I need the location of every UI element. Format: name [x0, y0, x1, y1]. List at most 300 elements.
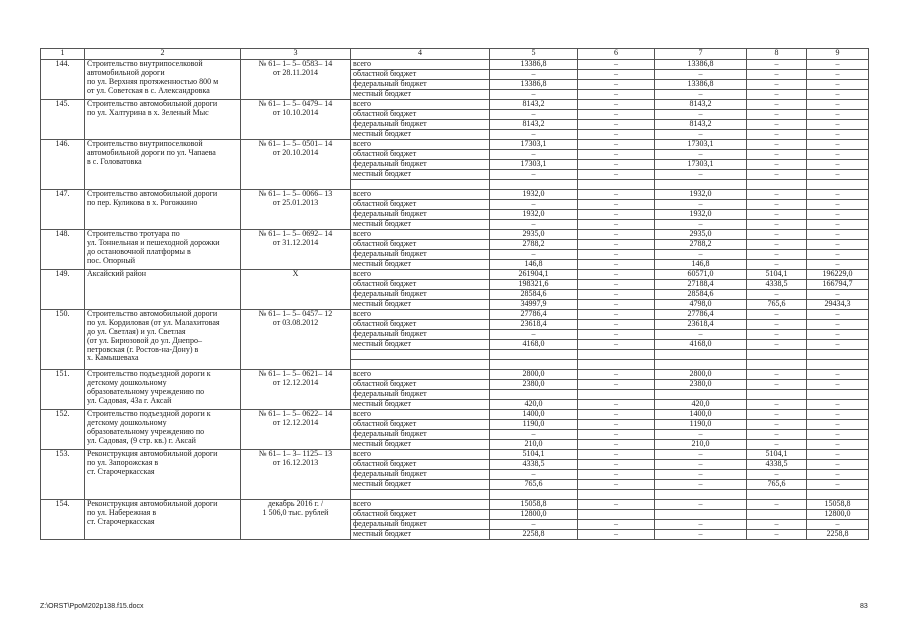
funding-source: областной бюджет	[351, 200, 490, 210]
amount-cell: 1932,0	[655, 210, 747, 220]
amount-cell	[578, 390, 655, 400]
permit-document-line: № 61– 1– 5– 0622– 14	[258, 409, 333, 418]
amount-cell: –	[578, 230, 655, 240]
funding-source: местный бюджет	[351, 340, 490, 350]
object-name-line: Реконструкция автомобильной дороги	[87, 449, 218, 458]
amount-cell: 210,0	[490, 440, 578, 450]
permit-document-line: № 61– 1– 5– 0621– 14	[258, 369, 333, 378]
funding-source: местный бюджет	[351, 90, 490, 100]
object-name-line: Строительство внутрипоселковой	[87, 59, 203, 68]
amount-cell: 8143,2	[490, 100, 578, 110]
amount-cell: –	[578, 190, 655, 200]
amount-cell: –	[655, 70, 747, 80]
amount-cell	[490, 180, 578, 190]
amount-cell: –	[490, 200, 578, 210]
column-header: 7	[655, 49, 747, 60]
entry-number: 154.	[41, 500, 85, 540]
amount-cell: –	[655, 150, 747, 160]
amount-cell: –	[578, 140, 655, 150]
amount-cell: 765,6	[490, 480, 578, 490]
amount-cell: –	[578, 70, 655, 80]
amount-cell: –	[578, 60, 655, 70]
amount-cell: –	[807, 210, 869, 220]
amount-cell	[807, 360, 869, 370]
funding-source: областной бюджет	[351, 280, 490, 290]
amount-cell: –	[807, 380, 869, 390]
amount-cell: –	[747, 100, 807, 110]
amount-cell: 29434,3	[807, 300, 869, 310]
object-name	[85, 410, 241, 450]
permit-document-line: от 12.12.2014	[272, 417, 319, 427]
table-row	[41, 140, 869, 150]
object-name	[85, 100, 241, 140]
funding-source: всего	[351, 190, 490, 200]
amount-cell: 2800,0	[655, 370, 747, 380]
amount-cell: –	[747, 410, 807, 420]
amount-cell: 2788,2	[655, 240, 747, 250]
amount-cell	[655, 490, 747, 500]
amount-cell: –	[747, 160, 807, 170]
object-name-line: по ул. Кордиловая (от ул. Малахитовая	[87, 317, 220, 327]
amount-cell	[655, 390, 747, 400]
entry-number: 149.	[41, 270, 85, 310]
object-name-line: детскому дошкольному	[87, 417, 167, 427]
amount-cell: –	[807, 150, 869, 160]
amount-cell	[578, 180, 655, 190]
amount-cell: 2788,2	[490, 240, 578, 250]
permit-document-line: от 12.12.2014	[272, 377, 319, 387]
column-header: 6	[578, 49, 655, 60]
object-name-line: (от ул. Бирюзовой до ул. Днепро–	[87, 335, 202, 345]
permit-document	[241, 500, 351, 540]
amount-cell: 765,6	[747, 480, 807, 490]
object-name-line: Строительство тротуара по	[87, 229, 180, 238]
amount-cell: –	[807, 60, 869, 70]
table-row	[41, 270, 869, 280]
object-name-line: х. Камышеваха	[87, 353, 139, 363]
amount-cell: –	[747, 330, 807, 340]
amount-cell	[807, 350, 869, 360]
amount-cell: 27786,4	[655, 310, 747, 320]
amount-cell	[807, 490, 869, 500]
amount-cell: –	[578, 170, 655, 180]
permit-document-line: № 61– 1– 5– 0479– 14	[258, 99, 333, 108]
amount-cell: –	[490, 520, 578, 530]
amount-cell: 13386,8	[655, 80, 747, 90]
object-name-line: по ул. Халтурина в х. Зеленый Мыс	[87, 107, 209, 117]
object-name-line: до остановочной платформы в	[87, 246, 191, 256]
amount-cell: –	[578, 470, 655, 480]
amount-cell: –	[490, 430, 578, 440]
amount-cell: –	[747, 240, 807, 250]
amount-cell: –	[747, 400, 807, 410]
amount-cell: –	[655, 500, 747, 510]
object-name	[85, 60, 241, 100]
amount-cell: –	[807, 190, 869, 200]
amount-cell	[490, 490, 578, 500]
amount-cell: –	[578, 270, 655, 280]
funding-source: всего	[351, 230, 490, 240]
amount-cell: –	[807, 450, 869, 460]
funding-source: федеральный бюджет	[351, 80, 490, 90]
amount-cell: 5104,1	[747, 450, 807, 460]
entry-number: 151.	[41, 370, 85, 410]
footer-page-number: 83	[860, 603, 868, 610]
funding-source: федеральный бюджет	[351, 470, 490, 480]
amount-cell: –	[747, 170, 807, 180]
object-name-line: Строительство автомобильной дороги	[87, 189, 218, 198]
entry-number: 148.	[41, 230, 85, 270]
entry-number: 144.	[41, 60, 85, 100]
amount-cell: –	[807, 340, 869, 350]
amount-cell: 4338,5	[747, 460, 807, 470]
amount-cell: –	[807, 410, 869, 420]
amount-cell: –	[578, 280, 655, 290]
amount-cell: –	[578, 450, 655, 460]
amount-cell: 4168,0	[655, 340, 747, 350]
funding-source	[351, 490, 490, 500]
amount-cell: –	[578, 380, 655, 390]
permit-document-line: от 28.11.2014	[272, 67, 319, 77]
amount-cell: –	[578, 250, 655, 260]
amount-cell	[747, 350, 807, 360]
amount-cell	[747, 390, 807, 400]
funding-source: областной бюджет	[351, 460, 490, 470]
amount-cell: –	[655, 470, 747, 480]
amount-cell: –	[490, 330, 578, 340]
permit-document-line: X	[292, 269, 299, 278]
amount-cell: 4338,5	[747, 280, 807, 290]
amount-cell: –	[747, 220, 807, 230]
amount-cell: –	[578, 430, 655, 440]
amount-cell: –	[807, 130, 869, 140]
amount-cell: –	[807, 70, 869, 80]
amount-cell: –	[578, 410, 655, 420]
amount-cell: 196229,0	[807, 270, 869, 280]
permit-document	[241, 370, 351, 410]
amount-cell	[578, 350, 655, 360]
object-name-line: ст. Старочеркасская	[87, 516, 155, 526]
amount-cell: –	[655, 90, 747, 100]
amount-cell: 12800,0	[807, 510, 869, 520]
amount-cell: –	[578, 90, 655, 100]
amount-cell: –	[655, 250, 747, 260]
amount-cell: –	[578, 80, 655, 90]
amount-cell: –	[578, 530, 655, 540]
amount-cell: –	[807, 240, 869, 250]
amount-cell	[655, 360, 747, 370]
funding-source: областной бюджет	[351, 70, 490, 80]
funding-source: областной бюджет	[351, 110, 490, 120]
funding-source: местный бюджет	[351, 440, 490, 450]
amount-cell: –	[655, 480, 747, 490]
amount-cell: –	[747, 200, 807, 210]
amount-cell: 17303,1	[655, 140, 747, 150]
funding-source: местный бюджет	[351, 260, 490, 270]
amount-cell	[655, 180, 747, 190]
amount-cell: –	[807, 310, 869, 320]
amount-cell: –	[578, 100, 655, 110]
amount-cell: –	[807, 100, 869, 110]
funding-source: федеральный бюджет	[351, 210, 490, 220]
object-name-line: ул. Тоннельная и пешеходной дорожки	[87, 237, 220, 247]
amount-cell: 2380,0	[490, 380, 578, 390]
amount-cell: 27188,4	[655, 280, 747, 290]
column-header: 1	[41, 49, 85, 60]
amount-cell: –	[807, 520, 869, 530]
amount-cell: 146,8	[490, 260, 578, 270]
amount-cell: –	[747, 90, 807, 100]
funding-source: областной бюджет	[351, 150, 490, 160]
funding-source: местный бюджет	[351, 480, 490, 490]
object-name-line: Строительство внутрипоселковой	[87, 139, 203, 148]
amount-cell: 1400,0	[490, 410, 578, 420]
amount-cell: –	[578, 480, 655, 490]
amount-cell: –	[578, 440, 655, 450]
amount-cell: –	[807, 220, 869, 230]
permit-document	[241, 310, 351, 370]
amount-cell: 17303,1	[490, 160, 578, 170]
amount-cell	[807, 180, 869, 190]
amount-cell: –	[578, 290, 655, 300]
object-name-line: Строительство автомобильной дороги	[87, 99, 218, 108]
funding-source: областной бюджет	[351, 380, 490, 390]
amount-cell: –	[807, 80, 869, 90]
amount-cell: –	[747, 230, 807, 240]
funding-source: местный бюджет	[351, 130, 490, 140]
amount-cell: –	[747, 290, 807, 300]
permit-document-line: от 03.08.2012	[272, 317, 319, 327]
funding-source: федеральный бюджет	[351, 390, 490, 400]
amount-cell: 2258,8	[490, 530, 578, 540]
object-name-line: Строительство автомобильной дороги	[87, 309, 218, 318]
permit-document	[241, 230, 351, 270]
funding-source: местный бюджет	[351, 530, 490, 540]
object-name	[85, 500, 241, 540]
amount-cell: –	[747, 370, 807, 380]
funding-source: местный бюджет	[351, 220, 490, 230]
amount-cell: –	[747, 250, 807, 260]
amount-cell	[747, 360, 807, 370]
amount-cell: –	[747, 120, 807, 130]
amount-cell: 5104,1	[490, 450, 578, 460]
column-header: 3	[241, 49, 351, 60]
permit-document	[241, 100, 351, 140]
amount-cell: 420,0	[490, 400, 578, 410]
permit-document-line: 1 506,0 тыс. рублей	[262, 507, 329, 517]
permit-document-line: № 61– 1– 5– 0583– 14	[258, 59, 333, 68]
funding-source: федеральный бюджет	[351, 330, 490, 340]
amount-cell: –	[578, 200, 655, 210]
object-name	[85, 450, 241, 500]
amount-cell: 5104,1	[747, 270, 807, 280]
permit-document-line: № 61– 1– 5– 0501– 14	[258, 139, 333, 148]
funding-source	[351, 360, 490, 370]
funding-source: областной бюджет	[351, 240, 490, 250]
amount-cell: –	[807, 440, 869, 450]
entry-number: 145.	[41, 100, 85, 140]
amount-cell: –	[807, 470, 869, 480]
amount-cell: –	[807, 160, 869, 170]
amount-cell: –	[807, 120, 869, 130]
amount-cell: 13386,8	[490, 60, 578, 70]
footer-file-path: Z:\ORST\PpoM202p138.f15.docx	[40, 603, 144, 610]
amount-cell: 15058,8	[807, 500, 869, 510]
object-name-line: от ул. Советская в с. Александровка	[87, 85, 210, 95]
amount-cell: 261904,1	[490, 270, 578, 280]
amount-cell: –	[578, 500, 655, 510]
table-row	[41, 370, 869, 380]
amount-cell: –	[807, 370, 869, 380]
amount-cell: –	[807, 290, 869, 300]
permit-document-line: от 10.10.2014	[272, 107, 319, 117]
amount-cell: –	[747, 430, 807, 440]
amount-cell: –	[747, 340, 807, 350]
amount-cell: –	[578, 110, 655, 120]
amount-cell: 13386,8	[655, 60, 747, 70]
amount-cell: –	[747, 140, 807, 150]
object-name-line: по пер. Куликова в х. Рогожкино	[87, 197, 198, 207]
entry-number: 152.	[41, 410, 85, 450]
amount-cell: –	[747, 190, 807, 200]
amount-cell: –	[807, 400, 869, 410]
amount-cell: –	[490, 90, 578, 100]
object-name-line: образовательному учреждению по	[87, 426, 205, 436]
amount-cell: –	[578, 400, 655, 410]
object-name-line: Строительство подъездной дороги к	[87, 369, 211, 378]
amount-cell: –	[747, 310, 807, 320]
table-header-row	[41, 49, 869, 60]
object-name	[85, 370, 241, 410]
entry-number: 146.	[41, 140, 85, 190]
amount-cell: –	[655, 130, 747, 140]
amount-cell: –	[655, 220, 747, 230]
object-name-line: Аксайский район	[87, 269, 147, 278]
amount-cell: 420,0	[655, 400, 747, 410]
funding-source: всего	[351, 370, 490, 380]
object-name-line: автомобильной дороги по ул. Чапаева	[87, 147, 216, 157]
amount-cell	[578, 510, 655, 520]
permit-document-line: от 20.10.2014	[272, 147, 319, 157]
amount-cell: –	[655, 520, 747, 530]
permit-document	[241, 190, 351, 230]
amount-cell	[747, 180, 807, 190]
amount-cell: –	[578, 130, 655, 140]
permit-document-line: № 61– 1– 5– 0692– 14	[258, 229, 333, 238]
object-name-line: в с. Головатовка	[87, 156, 142, 166]
amount-cell: 1190,0	[655, 420, 747, 430]
amount-cell: 765,6	[747, 300, 807, 310]
amount-cell: 198321,6	[490, 280, 578, 290]
amount-cell: –	[490, 110, 578, 120]
amount-cell: –	[747, 260, 807, 270]
amount-cell: –	[655, 110, 747, 120]
amount-cell: 1400,0	[655, 410, 747, 420]
amount-cell: –	[807, 200, 869, 210]
column-header: 4	[351, 49, 490, 60]
amount-cell: 146,8	[655, 260, 747, 270]
amount-cell: –	[747, 470, 807, 480]
object-name-line: по ул. Верхняя протяженностью 800 м	[87, 76, 219, 86]
funding-source: местный бюджет	[351, 170, 490, 180]
table-row	[41, 410, 869, 420]
funding-source	[351, 350, 490, 360]
funding-source: федеральный бюджет	[351, 120, 490, 130]
amount-cell: –	[807, 90, 869, 100]
amount-cell: –	[578, 340, 655, 350]
amount-cell: –	[807, 110, 869, 120]
funding-source: всего	[351, 140, 490, 150]
amount-cell	[490, 360, 578, 370]
amount-cell: 17303,1	[490, 140, 578, 150]
permit-document	[241, 60, 351, 100]
entry-number: 153.	[41, 450, 85, 500]
amount-cell: –	[490, 130, 578, 140]
amount-cell: 1932,0	[490, 190, 578, 200]
funding-source: федеральный бюджет	[351, 250, 490, 260]
amount-cell: –	[807, 320, 869, 330]
funding-source: всего	[351, 100, 490, 110]
amount-cell: –	[747, 110, 807, 120]
amount-cell: –	[807, 460, 869, 470]
permit-document	[241, 410, 351, 450]
amount-cell: –	[747, 130, 807, 140]
amount-cell: 27786,4	[490, 310, 578, 320]
amount-cell	[807, 390, 869, 400]
amount-cell: 1190,0	[490, 420, 578, 430]
permit-document	[241, 270, 351, 310]
amount-cell: –	[655, 460, 747, 470]
amount-cell: –	[655, 430, 747, 440]
amount-cell: –	[747, 320, 807, 330]
table-row	[41, 500, 869, 510]
object-name-line: образовательному учреждению по	[87, 386, 205, 396]
funding-source: федеральный бюджет	[351, 160, 490, 170]
funding-source: всего	[351, 410, 490, 420]
amount-cell: –	[578, 520, 655, 530]
amount-cell: 8143,2	[655, 120, 747, 130]
amount-cell: 4168,0	[490, 340, 578, 350]
amount-cell: –	[807, 230, 869, 240]
permit-document-line: декабрь 2016 г. /	[267, 499, 324, 508]
amount-cell: 28584,6	[655, 290, 747, 300]
amount-cell: –	[578, 460, 655, 470]
amount-cell: –	[747, 520, 807, 530]
amount-cell: 23618,4	[490, 320, 578, 330]
object-name-line: петровская (г. Ростов-на-Дону) в	[87, 344, 199, 354]
amount-cell: 4798,0	[655, 300, 747, 310]
funding-source: всего	[351, 270, 490, 280]
amount-cell: –	[747, 70, 807, 80]
program-table	[40, 48, 869, 540]
amount-cell: –	[578, 300, 655, 310]
amount-cell: 4338,5	[490, 460, 578, 470]
amount-cell: –	[578, 220, 655, 230]
object-name-line: ст. Старочеркасская	[87, 466, 155, 476]
funding-source: всего	[351, 450, 490, 460]
amount-cell: –	[747, 440, 807, 450]
amount-cell: –	[655, 450, 747, 460]
funding-source: федеральный бюджет	[351, 290, 490, 300]
amount-cell: 2258,8	[807, 530, 869, 540]
amount-cell: –	[490, 150, 578, 160]
column-header: 9	[807, 49, 869, 60]
amount-cell: –	[747, 60, 807, 70]
table-row	[41, 230, 869, 240]
table-row	[41, 450, 869, 460]
amount-cell: –	[807, 420, 869, 430]
object-name-line: автомобильной дороги	[87, 67, 165, 77]
